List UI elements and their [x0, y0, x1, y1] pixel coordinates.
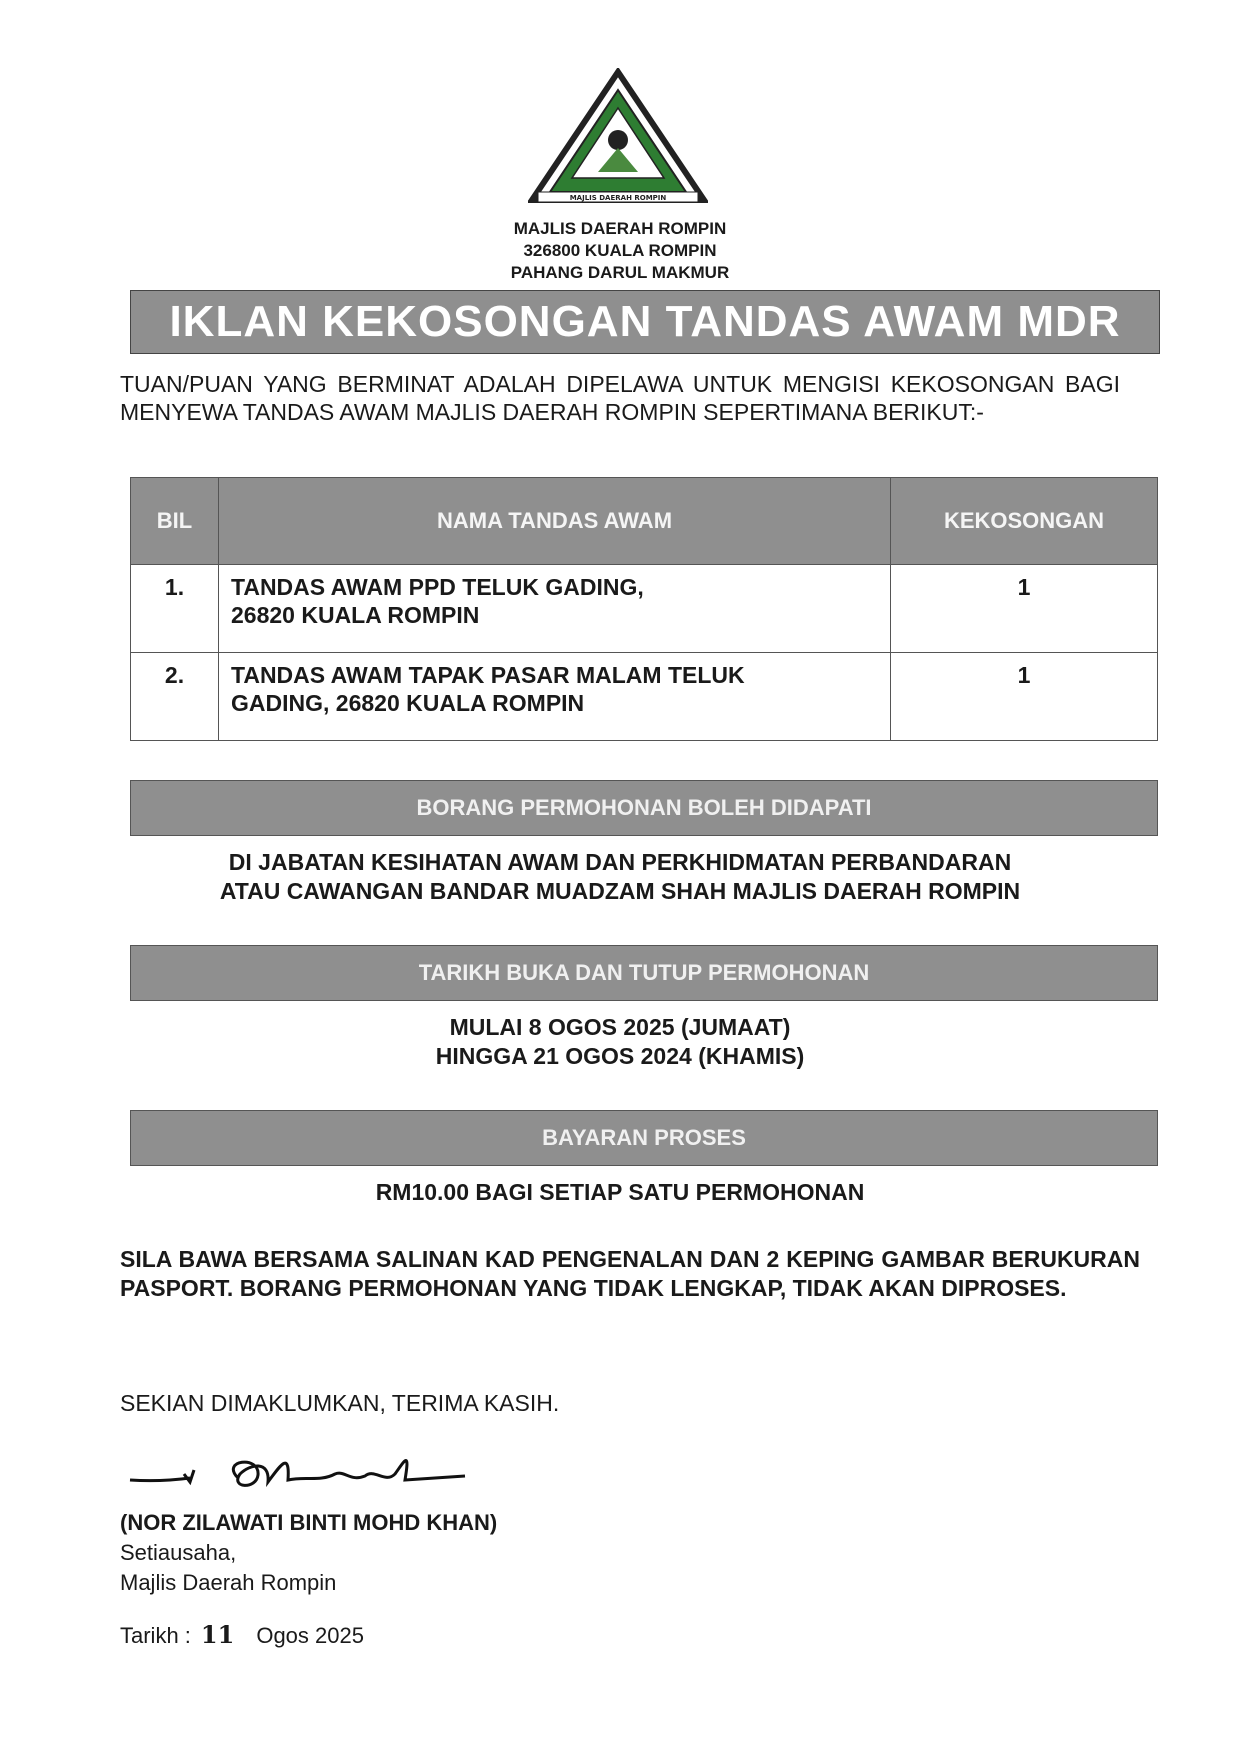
- header-nama: NAMA TANDAS AWAM: [219, 478, 891, 565]
- row-nama-line: 26820 KUALA ROMPIN: [231, 602, 480, 628]
- vacancy-table: [130, 477, 1158, 741]
- org-state: PAHANG DARUL MAKMUR: [510, 263, 730, 282]
- date-day: 11: [200, 1620, 235, 1649]
- borang-line: DI JABATAN KESIHATAN AWAM DAN PERKHIDMATAN PERBANDARAN: [228, 849, 1012, 875]
- table-row: [131, 653, 1158, 741]
- org-postcode: 326800 KUALA ROMPIN: [523, 241, 717, 260]
- date-line: [120, 1620, 364, 1649]
- borang-heading: BORANG PERMOHONAN BOLEH DIDAPATI: [416, 795, 872, 820]
- signatory-organisation: Majlis Daerah Rompin: [120, 1570, 337, 1595]
- signatory-name: (NOR ZILAWATI BINTI MOHD KHAN): [120, 1510, 498, 1535]
- table-header-row: [131, 478, 1158, 565]
- table-row: [131, 565, 1158, 653]
- org-name: MAJLIS DAERAH ROMPIN: [513, 219, 727, 238]
- row-kekosongan: 1: [891, 653, 1158, 741]
- signatory-block: [120, 1538, 336, 1598]
- borang-line: ATAU CAWANGAN BANDAR MUADZAM SHAH MAJLIS DAERAH ROMPIN: [219, 878, 1021, 904]
- row-kekosongan: 1: [891, 565, 1158, 653]
- header-bil: BIL: [131, 478, 219, 565]
- row-bil: 2.: [131, 653, 219, 741]
- borang-heading-bar: [130, 780, 1158, 836]
- bayaran-heading: BAYARAN PROSES: [542, 1125, 746, 1150]
- row-nama-line: TANDAS AWAM TAPAK PASAR MALAM TELUK: [231, 662, 745, 688]
- row-nama-line: GADING, 26820 KUALA ROMPIN: [231, 690, 585, 716]
- bayaran-heading-bar: [130, 1110, 1158, 1166]
- tarikh-end: HINGGA 21 OGOS 2024 (KHAMIS): [435, 1043, 805, 1069]
- title-banner: [130, 290, 1160, 354]
- notice-paragraph: SILA BAWA BERSAMA SALINAN KAD PENGENALAN DAN 2 KEPING GAMBAR BERUKURAN PASPORT. BORANG PERMOHONAN YANG TIDAK LENGKAP, TIDAK AKAN DIPROSES.: [120, 1246, 1140, 1301]
- logo-text: MAJLIS DAERAH ROMPIN: [569, 194, 667, 202]
- row-bil: 1.: [131, 565, 219, 653]
- council-logo: [528, 68, 708, 208]
- bayaran-amount: RM10.00 BAGI SETIAP SATU PERMOHONAN: [375, 1179, 865, 1205]
- row-nama: [219, 653, 891, 741]
- page-title: IKLAN KEKOSONGAN TANDAS AWAM MDR: [169, 297, 1121, 346]
- signature: [120, 1430, 520, 1520]
- tarikh-heading-bar: [130, 945, 1158, 1001]
- date-label: Tarikh :: [120, 1623, 191, 1648]
- row-nama-line: TANDAS AWAM PPD TELUK GADING,: [231, 574, 644, 600]
- header-kekosongan: KEKOSONGAN: [891, 478, 1158, 565]
- date-month-year: Ogos 2025: [256, 1623, 364, 1648]
- row-nama: [219, 565, 891, 653]
- signatory-position: Setiausaha,: [120, 1540, 237, 1565]
- tarikh-start: MULAI 8 OGOS 2025 (JUMAAT): [449, 1014, 791, 1040]
- intro-paragraph: TUAN/PUAN YANG BERMINAT ADALAH DIPELAWA UNTUK MENGISI KEKOSONGAN BAGI MENYEWA TANDAS AWAM MAJLIS DAERAH ROMPIN SEPERTIMANA BERIKUT:-: [120, 371, 1120, 425]
- closing-line: SEKIAN DIMAKLUMKAN, TERIMA KASIH.: [120, 1390, 560, 1416]
- tarikh-heading: TARIKH BUKA DAN TUTUP PERMOHONAN: [418, 960, 870, 985]
